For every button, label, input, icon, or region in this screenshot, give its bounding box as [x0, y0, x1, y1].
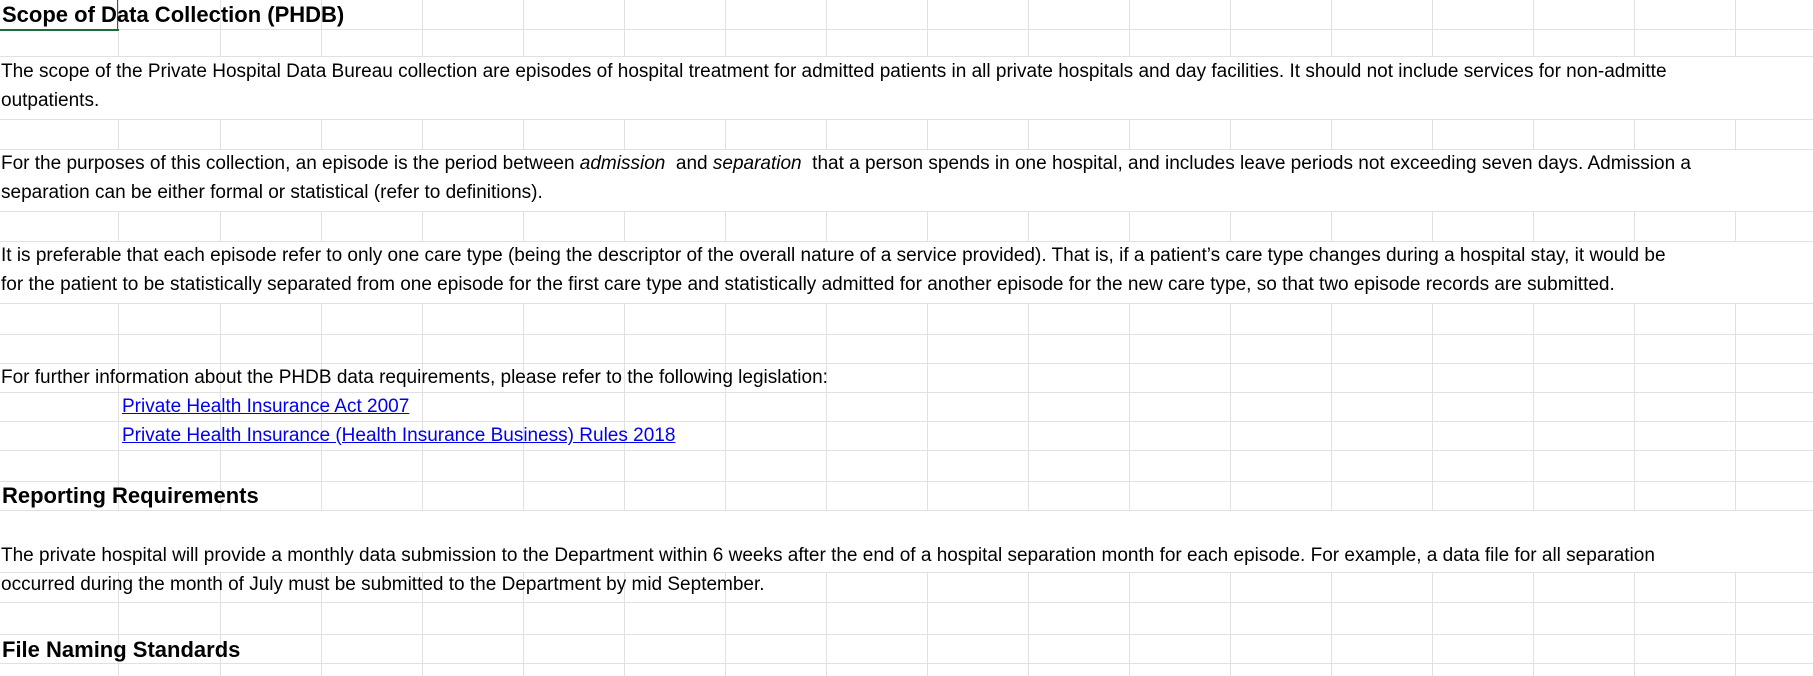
link-private-health-insurance-act[interactable]: Private Health Insurance Act 2007 [122, 396, 410, 417]
gridline [0, 663, 1813, 664]
episode-text-mid: and [665, 153, 713, 174]
gridline [0, 634, 1813, 635]
gridline [0, 450, 1813, 451]
scope-paragraph-line-2[interactable]: outpatients. [1, 90, 100, 111]
further-info-text[interactable]: For further information about the PHDB data requirements, please refer to the following legislation: [1, 367, 828, 388]
gridline [0, 119, 1813, 120]
reporting-paragraph-line-1[interactable]: The private hospital will provide a monthly data submission to the Department within 6 weeks after the end of a hospital separation month for each episode. For example, a data file for all separation [1, 545, 1655, 566]
separation-term: separation [712, 153, 802, 174]
link-health-insurance-business-rules[interactable]: Private Health Insurance (Health Insurance Business) Rules 2018 [122, 425, 676, 446]
caretype-paragraph-line-1[interactable]: It is preferable that each episode refer to only one care type (being the descriptor of the overall nature of a service provided). That is, if a patient’s care type changes during a hospital stay, it would be [1, 245, 1666, 266]
gridline [0, 481, 1813, 482]
gridline [0, 334, 1813, 335]
gridline [0, 211, 1813, 212]
scope-paragraph-line-1[interactable]: The scope of the Private Hospital Data Bureau collection are episodes of hospital treatment for admitted patients in all private hospitals and day facilities. It should not include services for non-admitte [1, 61, 1667, 82]
reporting-heading[interactable]: Reporting Requirements [2, 483, 259, 508]
gridline [0, 602, 1813, 603]
episode-text-post: that a person spends in one hospital, and includes leave periods not exceeding seven days. Admission a [801, 153, 1691, 174]
file-naming-heading[interactable]: File Naming Standards [2, 637, 241, 662]
episode-paragraph-line-2[interactable]: separation can be either formal or statistical (refer to definitions). [1, 182, 543, 203]
reporting-paragraph-line-2[interactable]: occurred during the month of July must be submitted to the Department by mid September. [1, 574, 765, 595]
gridline [0, 303, 1813, 304]
episode-text-pre: For the purposes of this collection, an episode is the period between [1, 153, 580, 174]
episode-paragraph-line-1[interactable] [1, 149, 1691, 178]
caretype-paragraph-line-2[interactable]: for the patient to be statistically separated from one episode for the first care type and statistically admitted for another episode for the new care type, so that two episode records are submitted. [1, 274, 1615, 295]
admission-term: admission [579, 153, 666, 174]
scope-heading[interactable]: Scope of Data Collection (PHDB) [2, 2, 345, 27]
